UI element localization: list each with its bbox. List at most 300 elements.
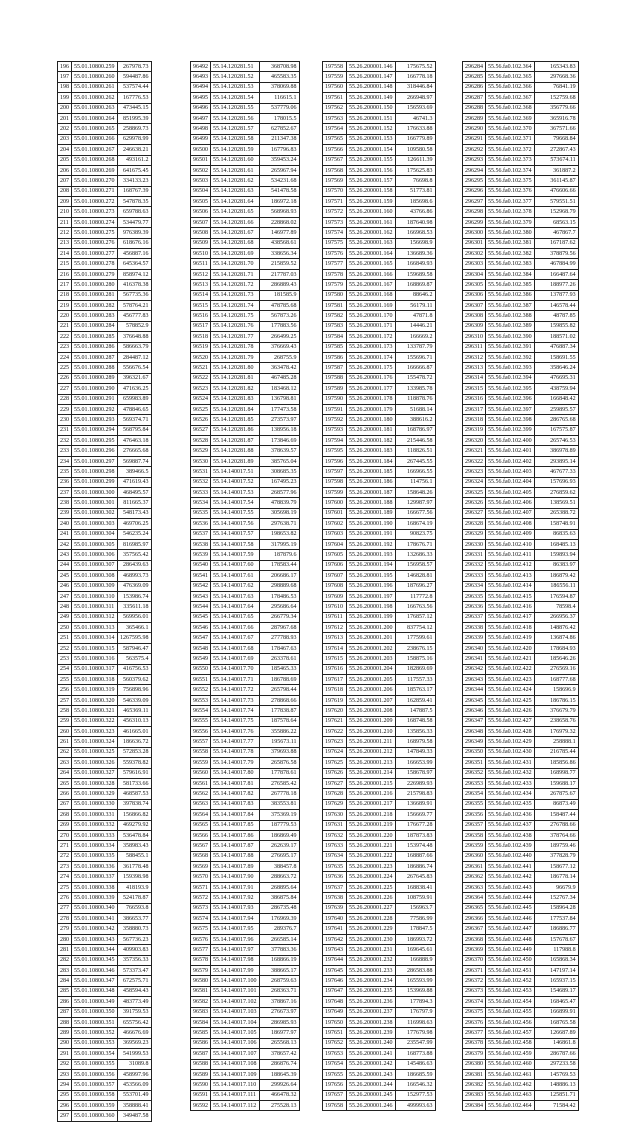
- table-row: [323, 550, 436, 560]
- row-code: 55.26.200001.169: [347, 300, 396, 310]
- row-value: 361887.2: [534, 165, 578, 175]
- table-row: [191, 363, 300, 373]
- row-code: 55.14.120281.84: [211, 404, 260, 414]
- table-block-4: [462, 61, 579, 1111]
- row-code: 55.26.200001.210: [347, 727, 396, 737]
- row-number: 197601: [323, 508, 347, 518]
- table-row: [463, 197, 579, 207]
- row-value: 456887.16: [117, 249, 151, 259]
- row-value: 114756.1: [395, 477, 435, 487]
- table-row: [323, 623, 436, 633]
- table-row: [58, 591, 152, 601]
- row-number: 214: [58, 249, 72, 259]
- row-value: 148876.42: [534, 623, 578, 633]
- row-number: 296315: [463, 384, 486, 394]
- table-row: [323, 914, 436, 924]
- row-value: 478785.68: [259, 300, 299, 310]
- row-number: 96588: [191, 1059, 211, 1069]
- table-row: [58, 290, 152, 300]
- row-number: 296330: [463, 539, 486, 549]
- row-number: 296373: [463, 986, 486, 996]
- row-number: 96511: [191, 259, 211, 269]
- row-number: 296317: [463, 404, 486, 414]
- row-number: 197583: [323, 321, 347, 331]
- row-value: 238676.15: [395, 643, 435, 653]
- table-row: [191, 228, 300, 238]
- row-code: 55.01.10800.264: [72, 113, 118, 123]
- table-row: [191, 893, 300, 903]
- row-value: 469279.92: [117, 820, 151, 830]
- row-code: 55.26.200001.178: [347, 394, 396, 404]
- row-value: 267445.55: [395, 456, 435, 466]
- row-code: 55.01.10800.289: [72, 373, 118, 383]
- table-row: [323, 72, 436, 82]
- row-value: 286876.74: [259, 1059, 299, 1069]
- row-code: 55.14.140017.73: [211, 695, 260, 705]
- table-row: [463, 664, 579, 674]
- row-code: 55.14.140017.112: [211, 1101, 260, 1111]
- table-row: [191, 197, 300, 207]
- row-value: 286735.48: [259, 903, 299, 913]
- row-number: 96533: [191, 488, 211, 498]
- row-code: 55.56.fa0.102.438: [486, 830, 535, 840]
- row-number: 296370: [463, 955, 486, 965]
- row-number: 197596: [323, 456, 347, 466]
- table-row: [191, 373, 300, 383]
- row-value: 133985.78: [395, 384, 435, 394]
- row-code: 55.26.200001.224: [347, 872, 396, 882]
- row-code: 55.26.200001.150: [347, 103, 396, 113]
- row-value: 569887.74: [117, 456, 151, 466]
- table-row: [323, 1090, 436, 1100]
- row-code: 55.26.200001.163: [347, 238, 396, 248]
- row-number: 96557: [191, 737, 211, 747]
- row-value: 468587.53: [117, 789, 151, 799]
- row-number: 96501: [191, 155, 211, 165]
- table-row: [58, 165, 152, 175]
- row-number: 96571: [191, 882, 211, 892]
- table-row: [58, 404, 152, 414]
- row-value: 266948.97: [395, 93, 435, 103]
- table-row: [463, 872, 579, 882]
- table-row: [463, 165, 579, 175]
- row-number: 96542: [191, 581, 211, 591]
- row-code: 55.01.10800.303: [72, 519, 118, 529]
- row-code: 55.26.200001.243: [347, 1069, 396, 1079]
- row-value: 166968.53: [395, 228, 435, 238]
- row-number: 96529: [191, 446, 211, 456]
- row-value: 187640.98: [395, 217, 435, 227]
- row-value: 858974.12: [117, 269, 151, 279]
- data-table: [190, 61, 300, 1111]
- row-number: 293: [58, 1069, 72, 1079]
- row-code: 55.14.120281.51: [211, 62, 260, 72]
- row-code: 55.01.10800.310: [72, 591, 118, 601]
- table-row: [58, 321, 152, 331]
- row-value: 166763.56: [395, 602, 435, 612]
- row-number: 197618: [323, 685, 347, 695]
- table-row: [58, 654, 152, 664]
- row-number: 292: [58, 1059, 72, 1069]
- row-number: 296296: [463, 186, 486, 196]
- row-code: 55.56.fa0.102.449: [486, 945, 535, 955]
- row-number: 296349: [463, 737, 486, 747]
- row-value: 195673.11: [259, 737, 299, 747]
- table-row: [463, 893, 579, 903]
- row-value: 376648.88: [117, 332, 151, 342]
- row-code: 55.26.200001.214: [347, 768, 396, 778]
- table-row: [58, 1069, 152, 1079]
- row-number: 96591: [191, 1090, 211, 1100]
- row-number: 197628: [323, 789, 347, 799]
- row-code: 55.56.fa0.102.386: [486, 290, 535, 300]
- row-value: 235547.99: [395, 1038, 435, 1048]
- row-code: 55.01.10800.272: [72, 197, 118, 207]
- table-row: [463, 124, 579, 134]
- table-row: [463, 1090, 579, 1100]
- row-value: 267978.73: [117, 62, 151, 72]
- row-code: 55.56.fa0.102.452: [486, 976, 535, 986]
- row-number: 197599: [323, 488, 347, 498]
- row-value: 358646.24: [534, 363, 578, 373]
- row-value: 176979.32: [534, 727, 578, 737]
- row-code: 55.01.10800.274: [72, 217, 118, 227]
- table-row: [191, 851, 300, 861]
- row-number: 96562: [191, 789, 211, 799]
- row-code: 55.14.120281.83: [211, 394, 260, 404]
- row-value: 189759.46: [534, 841, 578, 851]
- table-row: [58, 498, 152, 508]
- row-number: 197625: [323, 758, 347, 768]
- row-value: 168674.19: [395, 519, 435, 529]
- table-row: [323, 249, 436, 259]
- row-code: 55.26.200001.186: [347, 477, 396, 487]
- row-value: 378657.42: [259, 1049, 299, 1059]
- row-code: 55.56.fa0.102.446: [486, 914, 535, 924]
- row-code: 55.14.120281.88: [211, 446, 260, 456]
- table-row: [191, 404, 300, 414]
- table-row: [323, 872, 436, 882]
- row-value: 238658.76: [534, 716, 578, 726]
- row-value: 158487.44: [534, 810, 578, 820]
- row-code: 55.14.140017.75: [211, 716, 260, 726]
- row-value: 137877.93: [534, 290, 578, 300]
- row-value: 71584.42: [534, 1101, 578, 1111]
- row-number: 96545: [191, 612, 211, 622]
- row-number: 96563: [191, 799, 211, 809]
- row-value: 468495.57: [117, 488, 151, 498]
- row-value: 317995.19: [259, 539, 299, 549]
- row-number: 296338: [463, 623, 486, 633]
- row-value: 126687.89: [534, 1028, 578, 1038]
- row-code: 55.01.10800.321: [72, 706, 118, 716]
- row-number: 265: [58, 778, 72, 788]
- table-row: [58, 467, 152, 477]
- row-value: 76841.19: [534, 82, 578, 92]
- row-value: 116615.1: [259, 93, 299, 103]
- row-code: 55.26.200001.236: [347, 997, 396, 1007]
- row-number: 96565: [191, 820, 211, 830]
- row-code: 55.14.140017.103: [211, 1007, 260, 1017]
- row-number: 296314: [463, 373, 486, 383]
- row-number: 296359: [463, 841, 486, 851]
- row-number: 296354: [463, 789, 486, 799]
- row-number: 201: [58, 113, 72, 123]
- table-row: [191, 1038, 300, 1048]
- row-code: 55.14.120281.59: [211, 145, 260, 155]
- table-row: [191, 311, 300, 321]
- table-row: [463, 259, 579, 269]
- table-row: [463, 882, 579, 892]
- table-row: [463, 477, 579, 487]
- row-code: 55.56.fa0.102.405: [486, 488, 535, 498]
- row-code: 55.01.10800.279: [72, 269, 118, 279]
- row-code: 55.26.200001.207: [347, 695, 396, 705]
- row-number: 296357: [463, 820, 486, 830]
- row-value: 158691.55: [534, 352, 578, 362]
- row-code: 55.56.fa0.102.424: [486, 685, 535, 695]
- row-number: 96574: [191, 914, 211, 924]
- row-value: 175675.52: [395, 62, 435, 72]
- row-code: 55.26.200001.222: [347, 851, 396, 861]
- row-number: 197: [58, 72, 72, 82]
- row-number: 296340: [463, 643, 486, 653]
- row-value: 185856.86: [534, 758, 578, 768]
- table-row: [463, 72, 579, 82]
- table-row: [463, 103, 579, 113]
- row-code: 55.01.10800.312: [72, 612, 118, 622]
- row-code: 55.01.10800.350: [72, 1007, 118, 1017]
- row-number: 251: [58, 633, 72, 643]
- row-number: 296369: [463, 945, 486, 955]
- row-value: 152759.68: [534, 93, 578, 103]
- row-number: 197560: [323, 82, 347, 92]
- row-code: 55.14.120281.64: [211, 197, 260, 207]
- row-number: 96500: [191, 145, 211, 155]
- row-code: 55.26.200001.172: [347, 332, 396, 342]
- row-number: 296361: [463, 862, 486, 872]
- row-number: 296343: [463, 675, 486, 685]
- row-number: 197616: [323, 664, 347, 674]
- row-value: 167495.23: [259, 477, 299, 487]
- row-code: 55.26.200001.189: [347, 508, 396, 518]
- row-code: 55.26.200001.187: [347, 488, 396, 498]
- row-value: 268755.9: [259, 352, 299, 362]
- table-row: [58, 675, 152, 685]
- data-table: [322, 61, 436, 1111]
- row-code: 55.56.fa0.102.375: [486, 176, 535, 186]
- row-value: 185763.17: [395, 685, 435, 695]
- row-value: 467884.99: [534, 259, 578, 269]
- row-number: 197624: [323, 747, 347, 757]
- row-code: 55.26.200001.220: [347, 830, 396, 840]
- table-row: [58, 997, 152, 1007]
- row-number: 203: [58, 134, 72, 144]
- row-number: 296347: [463, 716, 486, 726]
- row-number: 275: [58, 882, 72, 892]
- row-code: 55.26.200001.244: [347, 1080, 396, 1090]
- table-row: [463, 217, 579, 227]
- table-row: [323, 425, 436, 435]
- row-code: 55.14.140017.68: [211, 643, 260, 653]
- table-row: [58, 124, 152, 134]
- row-number: 96551: [191, 675, 211, 685]
- data-table: [57, 61, 152, 1122]
- table-row: [58, 747, 152, 757]
- row-value: 286787.66: [534, 1049, 578, 1059]
- row-code: 55.14.140017.62: [211, 581, 260, 591]
- row-code: 55.01.10800.331: [72, 810, 118, 820]
- row-number: 296286: [463, 82, 486, 92]
- row-code: 55.26.200001.166: [347, 269, 396, 279]
- table-row: [191, 342, 300, 352]
- row-code: 55.14.120281.77: [211, 332, 260, 342]
- row-value: 541999.53: [117, 1049, 151, 1059]
- row-code: 55.01.10800.282: [72, 300, 118, 310]
- row-code: 55.01.10800.259: [72, 62, 118, 72]
- row-number: 96496: [191, 103, 211, 113]
- row-value: 388665.17: [259, 965, 299, 975]
- row-code: 55.26.200001.176: [347, 373, 396, 383]
- row-number: 257: [58, 695, 72, 705]
- row-code: 55.14.120281.63: [211, 186, 260, 196]
- table-row: [323, 352, 436, 362]
- row-number: 205: [58, 155, 72, 165]
- row-value: 186786.15: [534, 695, 578, 705]
- row-code: 55.14.140017.81: [211, 778, 260, 788]
- table-row: [463, 789, 579, 799]
- row-code: 55.26.200001.193: [347, 550, 396, 560]
- table-row: [463, 1017, 579, 1027]
- row-number: 296353: [463, 778, 486, 788]
- row-number: 213: [58, 238, 72, 248]
- row-code: 55.56.fa0.102.387: [486, 300, 535, 310]
- table-row: [191, 155, 300, 165]
- row-code: 55.01.10800.295: [72, 436, 118, 446]
- row-value: 88646.2: [395, 290, 435, 300]
- row-code: 55.14.140017.60: [211, 560, 260, 570]
- row-number: 233: [58, 446, 72, 456]
- table-row: [463, 820, 579, 830]
- row-code: 55.14.120281.79: [211, 352, 260, 362]
- table-row: [463, 851, 579, 861]
- table-row: [323, 1059, 436, 1069]
- row-number: 197636: [323, 872, 347, 882]
- table-row: [58, 529, 152, 539]
- table-row: [323, 685, 436, 695]
- row-code: 55.26.200001.183: [347, 446, 396, 456]
- row-code: 55.26.200001.211: [347, 737, 396, 747]
- row-value: 211347.38: [259, 134, 299, 144]
- row-value: 378867.16: [259, 997, 299, 1007]
- row-value: 976389.39: [117, 228, 151, 238]
- table-row: [191, 1069, 300, 1079]
- table-row: [191, 1101, 300, 1111]
- table-row: [463, 186, 579, 196]
- row-value: 476369.09: [117, 581, 151, 591]
- row-code: 55.01.10800.355: [72, 1059, 118, 1069]
- row-code: 55.26.200001.180: [347, 415, 396, 425]
- row-value: 176857.12: [395, 612, 435, 622]
- table-row: [463, 311, 579, 321]
- row-value: 47871.8: [395, 311, 435, 321]
- row-value: 186886.77: [534, 924, 578, 934]
- row-value: 186869.49: [259, 830, 299, 840]
- row-number: 96521: [191, 363, 211, 373]
- row-code: 55.26.200001.215: [347, 778, 396, 788]
- row-number: 197634: [323, 851, 347, 861]
- row-value: 145486.63: [395, 1059, 435, 1069]
- row-value: 215446.58: [395, 436, 435, 446]
- row-number: 234: [58, 456, 72, 466]
- row-code: 55.26.200001.234: [347, 976, 396, 986]
- row-code: 55.14.120281.52: [211, 72, 260, 82]
- row-value: 177599.61: [395, 633, 435, 643]
- table-row: [463, 269, 579, 279]
- row-value: 148886.13: [534, 1080, 578, 1090]
- row-code: 55.56.fa0.102.447: [486, 924, 535, 934]
- row-value: 266956.37: [534, 612, 578, 622]
- row-number: 197613: [323, 633, 347, 643]
- row-number: 235: [58, 467, 72, 477]
- row-code: 55.26.200001.168: [347, 290, 396, 300]
- row-number: 296368: [463, 934, 486, 944]
- row-code: 55.56.fa0.102.455: [486, 1007, 535, 1017]
- row-code: 55.01.10800.308: [72, 571, 118, 581]
- row-number: 96578: [191, 955, 211, 965]
- row-number: 197600: [323, 498, 347, 508]
- row-code: 55.01.10800.284: [72, 321, 118, 331]
- row-number: 296328: [463, 519, 486, 529]
- row-value: 177679.98: [395, 1028, 435, 1038]
- row-code: 55.26.200001.152: [347, 124, 396, 134]
- row-code: 55.56.fa0.102.414: [486, 581, 535, 591]
- row-number: 96527: [191, 425, 211, 435]
- table-row: [323, 290, 436, 300]
- row-value: 166778.18: [395, 72, 435, 82]
- table-row: [463, 986, 579, 996]
- table-row: [58, 716, 152, 726]
- row-value: 186685.59: [395, 1069, 435, 1079]
- table-row: [323, 810, 436, 820]
- table-row: [323, 965, 436, 975]
- row-value: 176969.39: [259, 914, 299, 924]
- row-code: 55.01.10800.283: [72, 311, 118, 321]
- row-code: 55.01.10800.294: [72, 425, 118, 435]
- row-value: 166653.99: [395, 758, 435, 768]
- row-code: 55.56.fa0.102.366: [486, 82, 535, 92]
- row-number: 96541: [191, 571, 211, 581]
- table-row: [191, 477, 300, 487]
- row-value: 159893.94: [534, 550, 578, 560]
- row-number: 202: [58, 124, 72, 134]
- row-number: 239: [58, 508, 72, 518]
- table-row: [191, 176, 300, 186]
- row-value: 178467.63: [259, 643, 299, 653]
- row-code: 55.26.200001.154: [347, 145, 396, 155]
- row-code: 55.56.fa0.102.379: [486, 217, 535, 227]
- row-value: 178847.5: [395, 924, 435, 934]
- row-value: 289376.7: [259, 924, 299, 934]
- row-value: 166888.9: [395, 955, 435, 965]
- row-number: 224: [58, 352, 72, 362]
- row-value: 1267595.98: [117, 633, 151, 643]
- row-code: 55.56.fa0.102.395: [486, 384, 535, 394]
- row-code: 55.14.140017.83: [211, 799, 260, 809]
- row-code: 55.56.fa0.102.456: [486, 1017, 535, 1027]
- table-row: [463, 955, 579, 965]
- row-value: 305698.19: [259, 508, 299, 518]
